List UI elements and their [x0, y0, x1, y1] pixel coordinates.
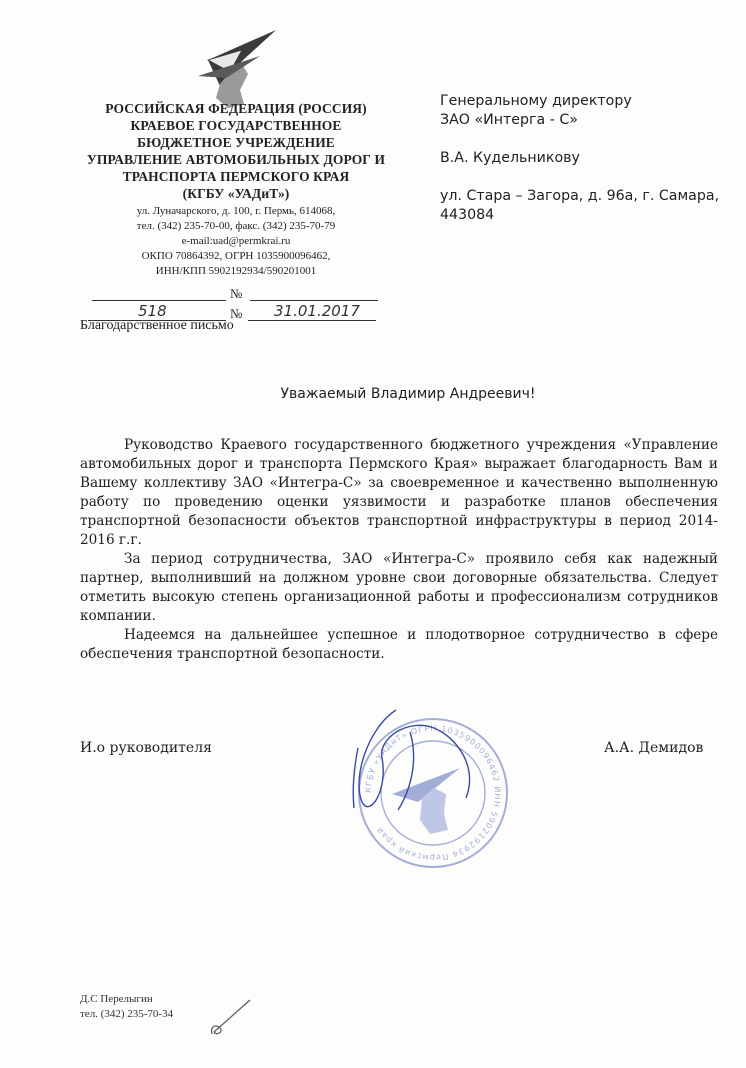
executor-footer	[80, 992, 173, 1022]
org-line: (КГБУ «УАДиТ»)	[182, 186, 290, 201]
executor-phone: тел. (342) 235-70-34	[80, 1008, 174, 1020]
num-sign: №	[230, 286, 243, 301]
official-stamp	[348, 698, 518, 876]
registration-block	[88, 286, 380, 322]
handwritten-date: 31.01.2017	[274, 302, 360, 320]
footer-pen-mark-icon	[206, 996, 256, 1040]
addressee-address: ул. Стара – Загора, д. 96а, г. Самара,	[440, 188, 720, 204]
org-line: РОССИЙСКАЯ ФЕДЕРАЦИЯ (РОССИЯ)	[105, 101, 367, 116]
addressee-block	[440, 92, 730, 225]
logo-icon	[198, 30, 276, 108]
contact-line: e-mail:uad@permkrai.ru	[181, 235, 291, 247]
num-sign: №	[230, 306, 243, 321]
org-line: УПРАВЛЕНИЕ АВТОМОБИЛЬНЫХ ДОРОГ И	[86, 152, 386, 167]
org-line: ТРАНСПОРТА ПЕРМСКОГО КРАЯ	[122, 169, 350, 184]
addressee-postcode: 443084	[440, 207, 495, 223]
organization-header	[72, 100, 400, 279]
executor-name: Д.С Перелыгин	[80, 993, 153, 1005]
body-paragraph: За период сотрудничества, ЗАО «Интегра-С» проявило себя как надежный партнер, выполнивший на должном уровне свои договорные обязательства. Следует отметить высокую степень организационной работы и профессионализм сотрудников компании.	[80, 551, 718, 624]
contact-line: ул. Луначарского, д. 100, г. Пермь, 614068,	[136, 205, 336, 217]
addressee-company: ЗАО «Интерга - С»	[440, 112, 578, 128]
contact-line: ИНН/КПП 5902192934/590201001	[155, 265, 317, 277]
stamp-ring-text: КГБУ «УАДиТ» ОГРН 1035900096462 ИНН 5902192934 Пермский край	[363, 723, 503, 863]
body-paragraph: Руководство Краевого государственного бюджетного учреждения «Управление автомобильных дорог и транспорта Пермского Края» выражает благодарность Вам и Вашему коллективу ЗАО «Интегра-С» за своевременное и качественно выполненную работу по проведению оценки уязвимости и разработке планов обеспечения транспортной безопасности объектов транспортной инфраструктуры в период 2014-2016 г.г.	[80, 437, 718, 548]
handwritten-number: 518	[138, 302, 167, 320]
org-line: БЮДЖЕТНОЕ УЧРЕЖДЕНИЕ	[137, 135, 335, 150]
stamp-emblem-icon	[392, 768, 460, 834]
signatory-position: И.о руководителя	[80, 740, 212, 756]
salutation: Уважаемый Владимир Андреевич!	[280, 386, 536, 402]
contact-line: тел. (342) 235-70-00, факс. (342) 235-70-79	[136, 220, 336, 232]
reg-line	[250, 300, 378, 301]
reg-line	[92, 300, 226, 301]
org-line: КРАЕВОЕ ГОСУДАРСТВЕННОЕ	[130, 118, 342, 133]
addressee-name: В.А. Кудельникову	[440, 150, 580, 166]
contact-line: ОКПО 70864392, ОГРН 1035900096462,	[141, 250, 331, 262]
letter-subject: Благодарственное письмо	[80, 318, 234, 333]
body-paragraph: Надеемся на дальнейшее успешное и плодотворное сотрудничество в сфере обеспечения транспортной безопасности.	[80, 627, 718, 662]
addressee-position: Генеральному директору	[440, 93, 632, 109]
reg-line	[248, 320, 376, 321]
signatory-name: А.А. Демидов	[604, 740, 704, 756]
letter-body	[80, 436, 718, 664]
